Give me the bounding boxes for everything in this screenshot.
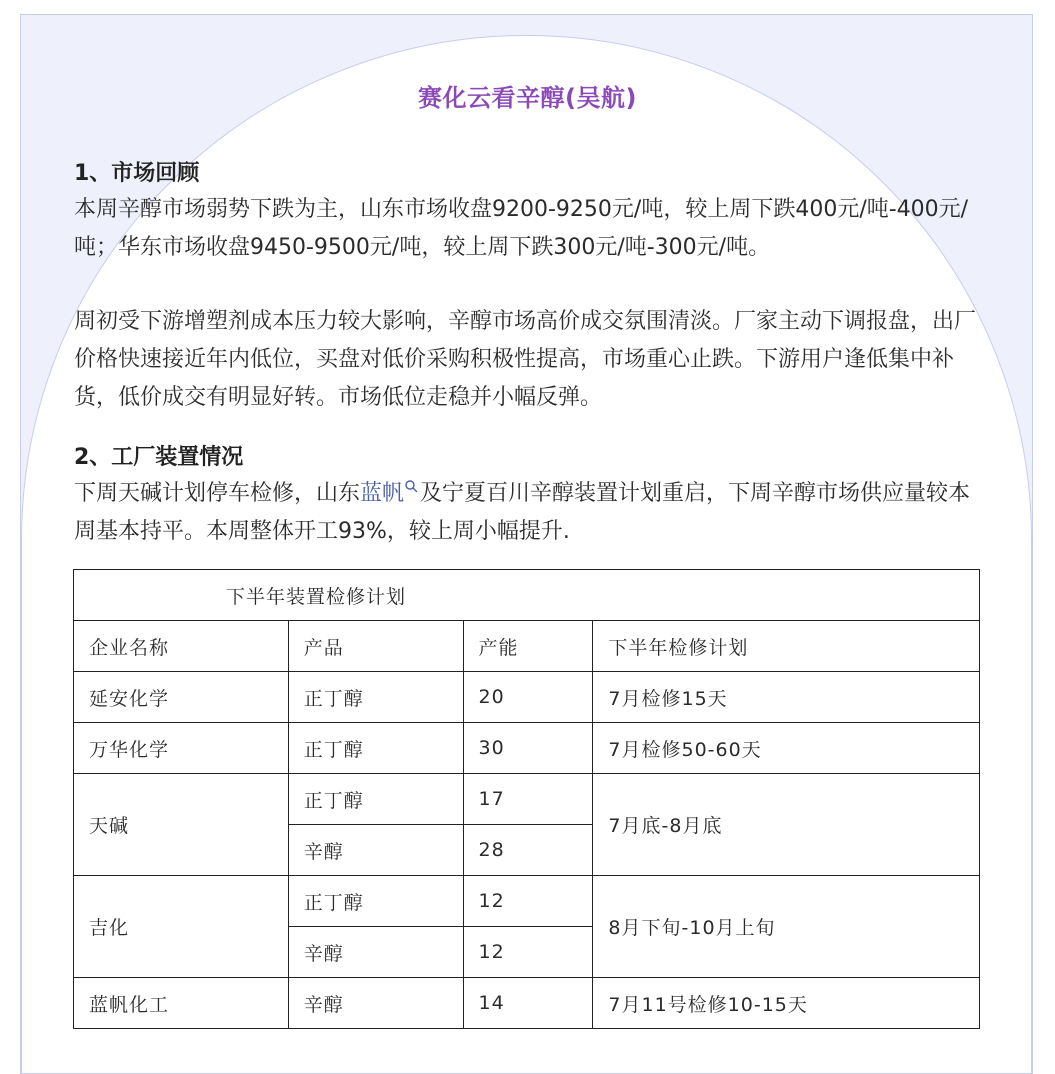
table-cell-company: 吉化 — [74, 876, 289, 978]
table-cell-plan: 8月下旬-10月上旬 — [593, 876, 980, 978]
table-cell-capacity: 12 — [463, 927, 593, 978]
table-cell-company: 延安化学 — [74, 672, 289, 723]
market-review-paragraph-1: 本周辛醇市场弱势下跌为主，山东市场收盘9200-9250元/吨，较上周下跌400元/吨-400元/吨；华东市场收盘9450-9500元/吨，较上周下跌300元/吨-300元/吨。 — [74, 197, 969, 260]
table-header-capacity: 产能 — [463, 621, 593, 672]
table-header-row — [74, 621, 980, 672]
table-cell-company: 万华化学 — [74, 723, 289, 774]
table-cell-product: 正丁醇 — [288, 723, 463, 774]
table-cell-capacity: 12 — [463, 876, 593, 927]
plant-status-text-before: 下周天碱计划停车检修，山东 — [74, 481, 361, 506]
section-heading-market-review: 1、市场回顾 — [74, 161, 200, 186]
lanfan-link[interactable] — [360, 481, 420, 506]
search-icon[interactable] — [404, 479, 418, 493]
table-cell-product: 辛醇 — [288, 978, 463, 1029]
table-cell-capacity: 20 — [463, 672, 593, 723]
article-title: 赛化云看辛醇(吴航) — [418, 84, 637, 112]
table-cell-company: 天碱 — [74, 774, 289, 876]
table-header-company: 企业名称 — [74, 621, 289, 672]
table-row — [74, 774, 980, 825]
table-caption-row — [74, 570, 980, 621]
table-cell-plan: 7月检修15天 — [593, 672, 980, 723]
market-review-paragraph-2: 周初受下游增塑剂成本压力较大影响，辛醇市场高价成交氛围清淡。厂家主动下调报盘，出厂价格快速接近年内低位，买盘对低价采购积极性提高，市场重心止跌。下游用户逢低集中补货，低价成交有明显好转。市场低位走稳并小幅反弹。 — [74, 309, 977, 410]
table-header-product: 产品 — [288, 621, 463, 672]
table-cell-capacity: 17 — [463, 774, 593, 825]
table-cell-capacity: 30 — [463, 723, 593, 774]
lanfan-link-text[interactable]: 蓝帆 — [360, 481, 405, 506]
table-row — [74, 723, 980, 774]
plant-status-text-after: 及宁夏百川辛醇装置计划重启，下周辛醇市场供应量较本周基本持平。本周整体开工93%，较上周小幅提升. — [74, 481, 971, 544]
table-cell-product: 辛醇 — [288, 927, 463, 978]
table-cell-product: 正丁醇 — [288, 672, 463, 723]
table-cell-product: 正丁醇 — [288, 876, 463, 927]
table-header-plan: 下半年检修计划 — [593, 621, 980, 672]
table-cell-plan: 7月底-8月底 — [593, 774, 980, 876]
table-cell-company: 蓝帆化工 — [74, 978, 289, 1029]
section-heading-plant-status: 2、工厂装置情况 — [74, 445, 244, 470]
table-cell-plan: 7月11号检修10-15天 — [593, 978, 980, 1029]
table-cell-capacity: 28 — [463, 825, 593, 876]
table-row — [74, 978, 980, 1029]
table-cell-product: 正丁醇 — [288, 774, 463, 825]
table-cell-plan: 7月检修50-60天 — [593, 723, 980, 774]
table-cell-capacity: 14 — [463, 978, 593, 1029]
table-row — [74, 876, 980, 927]
plant-status-paragraph — [74, 475, 986, 551]
table-caption: 下半年装置检修计划 — [74, 570, 980, 621]
table-cell-product: 辛醇 — [288, 825, 463, 876]
table-row — [74, 672, 980, 723]
maintenance-plan-table — [73, 569, 980, 1029]
